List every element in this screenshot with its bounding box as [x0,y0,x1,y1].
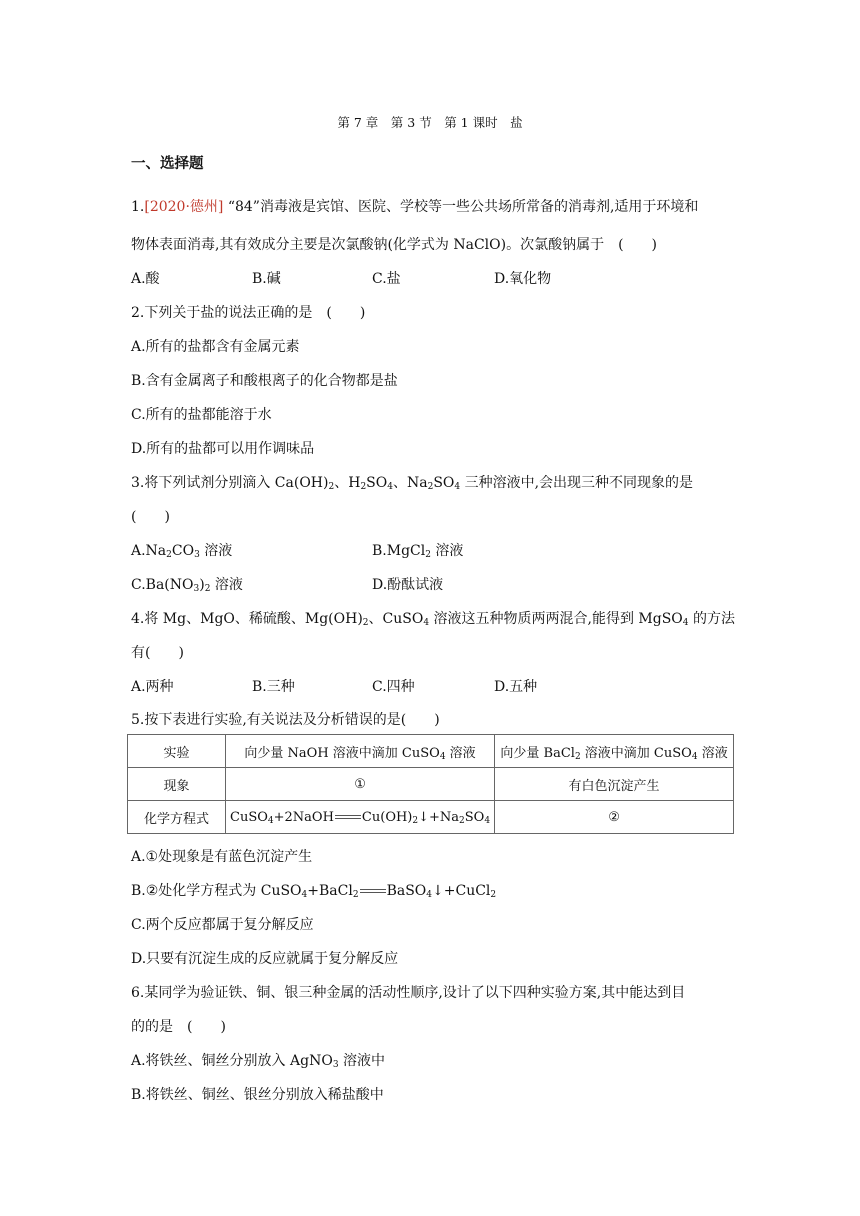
question-1-line-2: 物体表面消毒,其有效成分主要是次氯酸钠(化学式为 NaClO)。次氯酸钠属于 ( ) [131,237,658,253]
question-4-option-d: D.五种 [494,679,538,695]
table-cell: ① [226,768,495,801]
question-1-option-a: A.酸 [131,271,160,287]
question-5-option-b: B.②处化学方程式为 CuSO$_4$+BaCl$_2$ BaSO$_4$↓+CuCl$_2$ [131,883,497,900]
question-1-option-d: D.氧化物 [494,271,552,287]
question-1-line-1: 1.[2020·德州] “84”消毒液是宾馆、医院、学校等一些公共场所常备的消毒剂,适用于环境和 [131,199,699,215]
question-5-stem: 5.按下表进行实验,有关说法及分析错误的是( ) [131,712,440,728]
equals-arrow-icon [335,815,361,819]
question-4-option-b: B.三种 [252,679,295,695]
question-1-option-b: B.碱 [252,271,281,287]
table-cell: 向少量 BaCl$_2$ 溶液中滴加 CuSO$_4$ 溶液 [495,735,734,768]
section-title: 一、选择题 [131,156,204,172]
question-3-stem: 3.将下列试剂分别滴入 $Ca(OH)_2$、$H_2SO_4$、$Na_2SO_4$ 三种溶液中,会出现三种不同现象的是 [131,475,694,492]
question-6-line-2: 的的是 ( ) [131,1019,226,1035]
question-3-option-c: $C.Ba(NO_3)_2$ 溶液 [131,577,243,594]
question-5-option-c: C.两个反应都属于复分解反应 [131,917,314,933]
question-1-source: [2020·德州] [144,199,224,215]
question-1-option-c: C.盐 [372,271,401,287]
question-3-option-b: B.MgCl$_2$ 溶液 [372,543,464,560]
table-row [128,801,734,834]
table-cell: CuSO$_4$+2NaOH $Cu(OH)_2↓+Na_2SO_4$ [226,801,495,834]
question-4-option-c: C.四种 [372,679,415,695]
table-cell: 实验 [128,735,226,768]
table-cell: 有白色沉淀产生 [495,768,734,801]
equals-arrow-icon [360,889,386,893]
question-2-option-b: B.含有金属离子和酸根离子的化合物都是盐 [131,373,398,389]
table-cell: 现象 [128,768,226,801]
question-3-answer-blank: ( ) [131,509,170,525]
question-3-option-d: D.酚酞试液 [372,577,444,593]
question-6-option-b: B.将铁丝、铜丝、银丝分别放入稀盐酸中 [131,1087,384,1103]
table-cell: ② [495,801,734,834]
question-1-number: 1. [131,199,145,215]
table-cell: 向少量 NaOH 溶液中滴加 CuSO$_4$ 溶液 [226,735,495,768]
experiment-table [127,734,734,834]
question-2-option-d: D.所有的盐都可以用作调味品 [131,441,315,457]
question-5-option-a: A.①处现象是有蓝色沉淀产生 [131,849,313,865]
question-6-option-a: A.将铁丝、铜丝分别放入 AgNO$_3$ 溶液中 [131,1053,385,1070]
question-2-option-a: A.所有的盐都含有金属元素 [131,339,300,355]
table-row [128,768,734,801]
question-5-option-d: D.只要有沉淀生成的反应就属于复分解反应 [131,951,399,967]
table-row [128,735,734,768]
question-2-option-c: C.所有的盐都能溶于水 [131,407,272,423]
page-header: 第 7 章 第 3 节 第 1 课时 盐 [337,115,523,130]
question-4-answer-blank: 有( ) [131,645,184,661]
question-4-stem: 4.将 Mg、MgO、稀硫酸、$Mg(OH)_2$、CuSO$_4$ 溶液这五种物质两两混合,能得到 MgSO$_4$ 的方法 [131,611,735,628]
question-2-stem: 2.下列关于盐的说法正确的是 ( ) [131,305,366,321]
table-cell: 化学方程式 [128,801,226,834]
question-4-option-a: A.两种 [131,679,174,695]
question-3-option-a: $A.Na_2CO_3$ 溶液 [131,543,233,560]
question-6-line-1: 6.某同学为验证铁、铜、银三种金属的活动性顺序,设计了以下四种实验方案,其中能达到目 [131,985,686,1001]
